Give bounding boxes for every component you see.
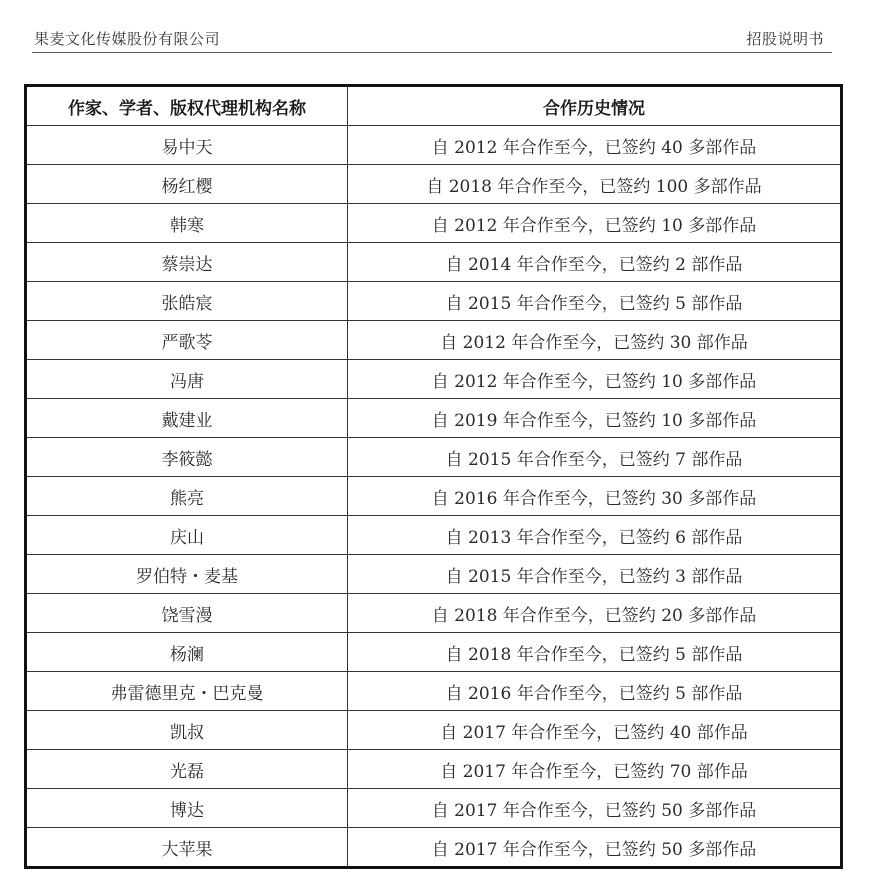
company-name: 果麦文化传媒股份有限公司 <box>34 30 221 48</box>
author-name: 韩寒 <box>26 204 348 243</box>
column-header-name: 作家、学者、版权代理机构名称 <box>26 86 348 126</box>
author-name: 饶雪漫 <box>26 594 348 633</box>
table-row <box>26 204 842 243</box>
cooperation-history: 自 2018 年合作至今，已签约 5 部作品 <box>348 633 842 672</box>
cooperation-history: 自 2015 年合作至今，已签约 7 部作品 <box>348 438 842 477</box>
cooperation-history: 自 2015 年合作至今，已签约 3 部作品 <box>348 555 842 594</box>
table-row <box>26 282 842 321</box>
author-name: 罗伯特・麦基 <box>26 555 348 594</box>
cooperation-history: 自 2019 年合作至今，已签约 10 多部作品 <box>348 399 842 438</box>
table-row <box>26 321 842 360</box>
cooperation-history: 自 2012 年合作至今，已签约 10 多部作品 <box>348 360 842 399</box>
table-row <box>26 750 842 789</box>
author-name: 杨澜 <box>26 633 348 672</box>
document-type: 招股说明书 <box>746 30 824 48</box>
table-header-row <box>26 86 842 126</box>
page-header <box>32 26 832 53</box>
cooperation-history: 自 2012 年合作至今，已签约 30 部作品 <box>348 321 842 360</box>
author-name: 李筱懿 <box>26 438 348 477</box>
table-row <box>26 789 842 828</box>
author-name: 冯唐 <box>26 360 348 399</box>
cooperation-history: 自 2012 年合作至今，已签约 10 多部作品 <box>348 204 842 243</box>
table-row <box>26 243 842 282</box>
author-name: 熊亮 <box>26 477 348 516</box>
cooperation-history: 自 2017 年合作至今，已签约 50 多部作品 <box>348 789 842 828</box>
cooperation-history: 自 2017 年合作至今，已签约 50 多部作品 <box>348 828 842 868</box>
author-name: 易中天 <box>26 126 348 165</box>
cooperation-history: 自 2017 年合作至今，已签约 70 部作品 <box>348 750 842 789</box>
author-name: 杨红樱 <box>26 165 348 204</box>
author-name: 弗雷德里克・巴克曼 <box>26 672 348 711</box>
cooperation-history: 自 2016 年合作至今，已签约 30 多部作品 <box>348 477 842 516</box>
table-row <box>26 360 842 399</box>
cooperation-history: 自 2016 年合作至今，已签约 5 部作品 <box>348 672 842 711</box>
table-row <box>26 555 842 594</box>
author-name: 戴建业 <box>26 399 348 438</box>
table-row <box>26 516 842 555</box>
table-row <box>26 438 842 477</box>
table-row <box>26 828 842 868</box>
table-row <box>26 594 842 633</box>
table-row <box>26 165 842 204</box>
author-name: 庆山 <box>26 516 348 555</box>
cooperation-history: 自 2018 年合作至今，已签约 20 多部作品 <box>348 594 842 633</box>
table-row <box>26 711 842 750</box>
table-row <box>26 399 842 438</box>
author-name: 光磊 <box>26 750 348 789</box>
table-row <box>26 126 842 165</box>
author-cooperation-table <box>24 84 843 869</box>
cooperation-history: 自 2017 年合作至今，已签约 40 部作品 <box>348 711 842 750</box>
author-name: 张皓宸 <box>26 282 348 321</box>
author-name: 严歌苓 <box>26 321 348 360</box>
author-name: 大苹果 <box>26 828 348 868</box>
cooperation-history: 自 2012 年合作至今，已签约 40 多部作品 <box>348 126 842 165</box>
author-name: 蔡崇达 <box>26 243 348 282</box>
cooperation-history: 自 2014 年合作至今，已签约 2 部作品 <box>348 243 842 282</box>
author-name: 博达 <box>26 789 348 828</box>
table-row <box>26 672 842 711</box>
table-row <box>26 633 842 672</box>
author-name: 凯叔 <box>26 711 348 750</box>
table-row <box>26 477 842 516</box>
cooperation-history: 自 2015 年合作至今，已签约 5 部作品 <box>348 282 842 321</box>
column-header-history: 合作历史情况 <box>348 86 842 126</box>
cooperation-history: 自 2018 年合作至今，已签约 100 多部作品 <box>348 165 842 204</box>
cooperation-history: 自 2013 年合作至今，已签约 6 部作品 <box>348 516 842 555</box>
